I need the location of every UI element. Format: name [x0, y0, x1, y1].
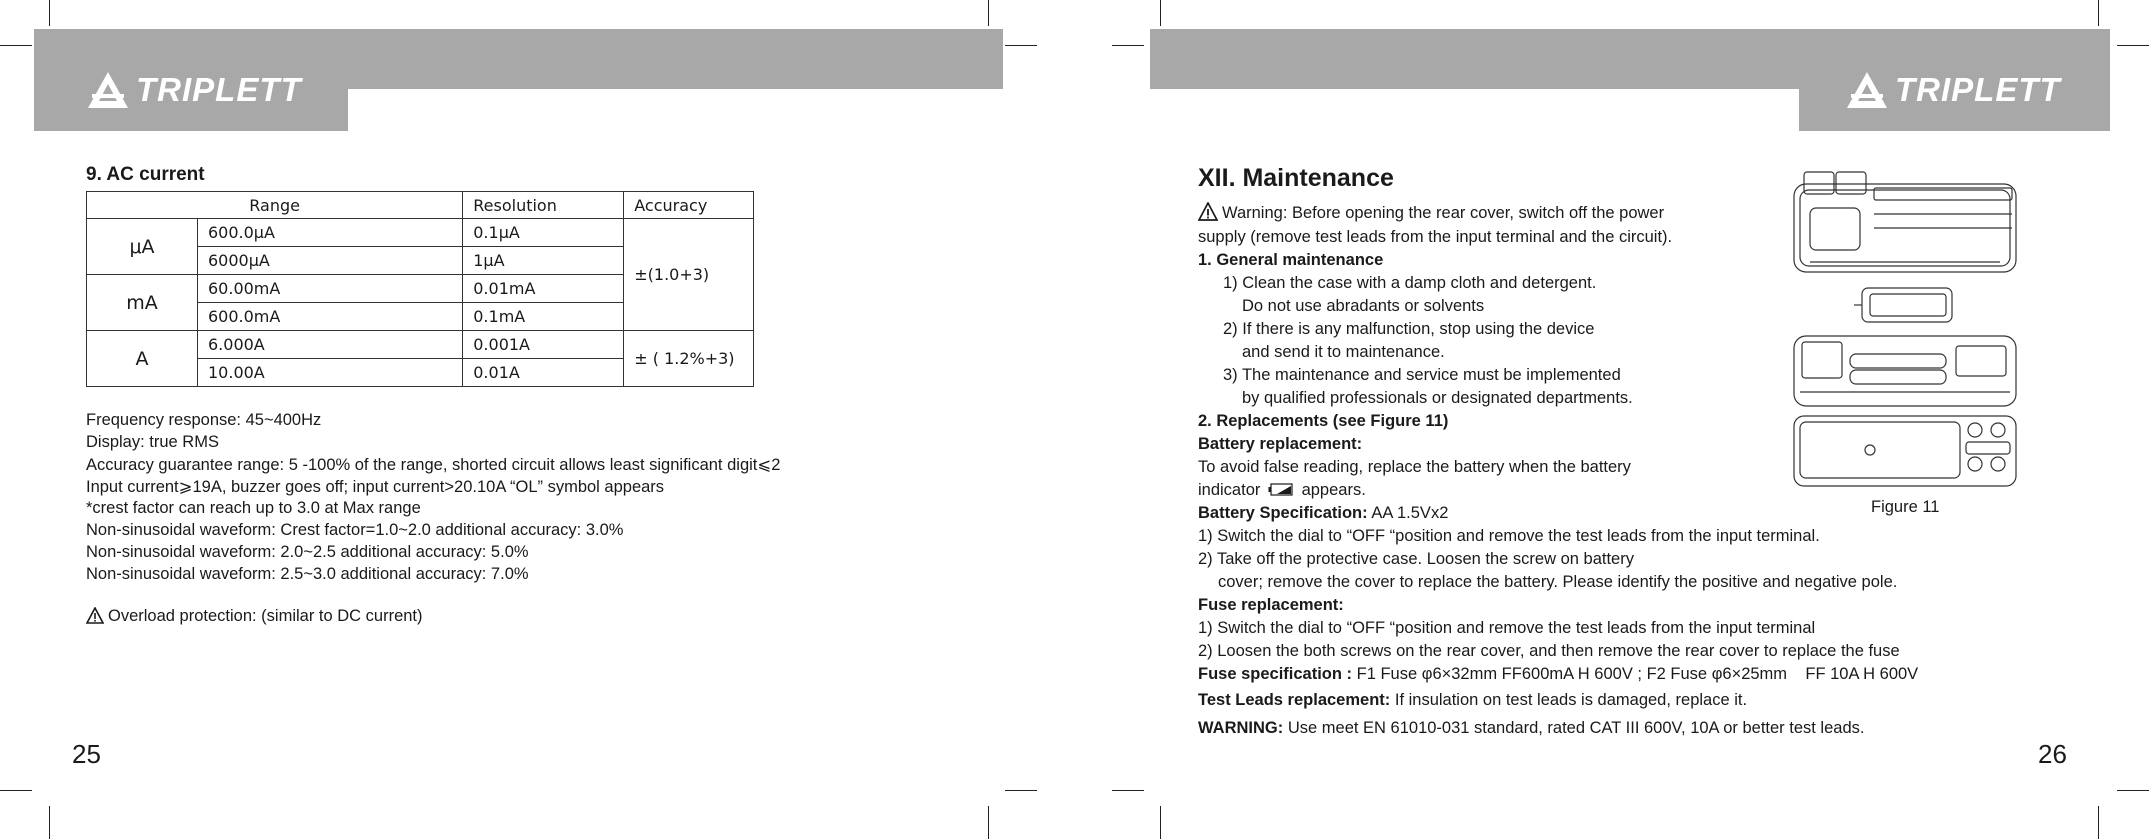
leads-value: If insulation on test leads is damaged, replace it. — [1394, 691, 1748, 709]
battery-step: 2) Take off the protective case. Loosen the screw on battery — [1198, 550, 1634, 568]
crop-mark — [1005, 45, 1037, 46]
fuse-step: 1) Switch the dial to “OFF “position and remove the test leads from the input terminal — [1198, 619, 1816, 637]
fuse-spec — [1198, 665, 1918, 684]
crop-mark — [988, 806, 989, 839]
battery-spec-label: Battery Specification: — [1198, 504, 1368, 522]
range-cell: 10.00A — [198, 359, 463, 387]
resolution-cell: 0.1μA — [463, 219, 624, 247]
unit-cell: A — [87, 331, 198, 387]
header-accuracy: Accuracy — [624, 192, 754, 219]
battery-step: 1) Switch the dial to “OFF “position and remove the test leads from the input terminal. — [1198, 527, 1820, 545]
resolution-cell: 0.1mA — [463, 303, 624, 331]
crop-mark — [2117, 790, 2149, 791]
fuse-spec-label: Fuse specification : — [1198, 665, 1353, 683]
triplett-logo-icon — [1845, 70, 1889, 110]
crop-mark — [49, 806, 50, 839]
fuse-step: 2) Loosen the both screws on the rear cover, and then remove the rear cover to replace the fuse — [1198, 642, 1900, 660]
battery-step: cover; remove the cover to replace the battery. Please identify the positive and negative pole. — [1218, 573, 1898, 591]
triplett-logo-icon — [86, 70, 130, 110]
general-item: 3) The maintenance and service must be implemented — [1223, 366, 1621, 384]
general-item: by qualified professionals or designated departments. — [1242, 389, 1633, 407]
unit-cell: mA — [87, 275, 198, 331]
brand-logo-right — [1845, 70, 2061, 110]
accuracy-cell: ±(1.0+3) — [624, 219, 754, 331]
general-item: and send it to maintenance. — [1242, 343, 1445, 361]
accuracy-cell: ± ( 1.2%+3) — [624, 331, 754, 387]
battery-spec-value: AA 1.5Vx2 — [1371, 504, 1449, 522]
note-line: Display: true RMS — [86, 433, 219, 451]
note-line: Non-sinusoidal waveform: Crest factor=1.0~2.0 additional accuracy: 3.0% — [86, 521, 624, 539]
note-line: Non-sinusoidal waveform: 2.0~2.5 additional accuracy: 5.0% — [86, 543, 529, 561]
resolution-cell: 0.01A — [463, 359, 624, 387]
warning-final-value: Use meet EN 61010-031 standard, rated CAT III 600V, 10A or better test leads. — [1287, 719, 1865, 737]
general-item: 2) If there is any malfunction, stop using the device — [1223, 320, 1595, 338]
table-row — [87, 331, 754, 359]
range-cell: 60.00mA — [198, 275, 463, 303]
page-number-right: 26 — [2038, 739, 2067, 769]
section-title: 9. AC current — [86, 164, 205, 185]
crop-mark — [0, 790, 32, 791]
note-line: Input current⩾19A, buzzer goes off; input current>20.10A “OL” symbol appears — [86, 478, 665, 496]
overload-note — [86, 607, 423, 626]
unit-cell: μA — [87, 219, 198, 275]
crop-mark — [49, 0, 50, 26]
battery-text-2 — [1198, 481, 1366, 500]
note-line: Frequency response: 45~400Hz — [86, 411, 322, 429]
crop-mark — [1160, 0, 1161, 26]
replacements-heading: 2. Replacements (see Figure 11) — [1198, 412, 1449, 430]
warning-line — [1198, 202, 1664, 223]
battery-text-2a: indicator — [1198, 481, 1261, 499]
range-cell: 600.0μA — [198, 219, 463, 247]
header-resolution: Resolution — [463, 192, 624, 219]
crop-mark — [988, 0, 989, 26]
crop-mark — [1160, 806, 1161, 839]
leads-line — [1198, 691, 1747, 710]
figure-11-illustration — [1790, 168, 2020, 493]
table-row — [87, 219, 754, 247]
ac-current-table — [86, 191, 754, 387]
brand-logo-left — [86, 70, 302, 110]
battery-heading: Battery replacement: — [1198, 435, 1363, 453]
note-line: Accuracy guarantee range: 5 -100% of the range, shorted circuit allows least significant digit⩽2 — [86, 456, 781, 474]
fuse-spec-value: F1 Fuse φ6×32mm FF600mA H 600V ; F2 Fuse φ6×25mm FF 10A H 600V — [1356, 665, 1919, 683]
leads-label: Test Leads replacement: — [1198, 691, 1391, 709]
battery-text-1: To avoid false reading, replace the battery when the battery — [1198, 458, 1631, 476]
range-cell: 6000μA — [198, 247, 463, 275]
fuse-heading: Fuse replacement: — [1198, 596, 1344, 614]
crop-mark — [0, 45, 32, 46]
range-cell: 600.0mA — [198, 303, 463, 331]
warning-final-label: WARNING: — [1198, 719, 1284, 737]
crop-mark — [1005, 790, 1037, 791]
crop-mark — [2098, 0, 2099, 26]
range-cell: 6.000A — [198, 331, 463, 359]
battery-spec — [1198, 504, 1448, 523]
figure-caption: Figure 11 — [1871, 498, 1940, 516]
overload-text: Overload protection: (similar to DC current) — [108, 607, 423, 625]
page-title: XII. Maintenance — [1198, 164, 1394, 192]
warning-text-2: supply (remove test leads from the input terminal and the circuit). — [1198, 228, 1673, 246]
general-item: Do not use abradants or solvents — [1242, 297, 1485, 315]
warning-icon — [1198, 202, 1218, 221]
note-line: *crest factor can reach up to 3.0 at Max range — [86, 499, 421, 517]
warning-text-1: Warning: Before opening the rear cover, switch off the power — [1222, 204, 1665, 222]
header-range: Range — [87, 192, 463, 219]
note-line: Non-sinusoidal waveform: 2.5~3.0 additional accuracy: 7.0% — [86, 565, 529, 583]
resolution-cell: 1μA — [463, 247, 624, 275]
general-heading: 1. General maintenance — [1198, 251, 1384, 269]
brand-name: TRIPLETT — [136, 71, 302, 108]
crop-mark — [2117, 45, 2149, 46]
crop-mark — [1112, 45, 1144, 46]
warning-icon — [86, 607, 104, 624]
crop-mark — [1112, 790, 1144, 791]
resolution-cell: 0.01mA — [463, 275, 624, 303]
battery-indicator-icon — [1268, 483, 1294, 496]
warning-final-line — [1198, 719, 1864, 738]
brand-name: TRIPLETT — [1895, 71, 2061, 108]
resolution-cell: 0.001A — [463, 331, 624, 359]
battery-text-2b: appears. — [1301, 481, 1366, 499]
general-item: 1) Clean the case with a damp cloth and detergent. — [1223, 274, 1597, 292]
crop-mark — [2098, 806, 2099, 839]
table-header-row — [87, 192, 754, 219]
page-number-left: 25 — [72, 739, 101, 769]
